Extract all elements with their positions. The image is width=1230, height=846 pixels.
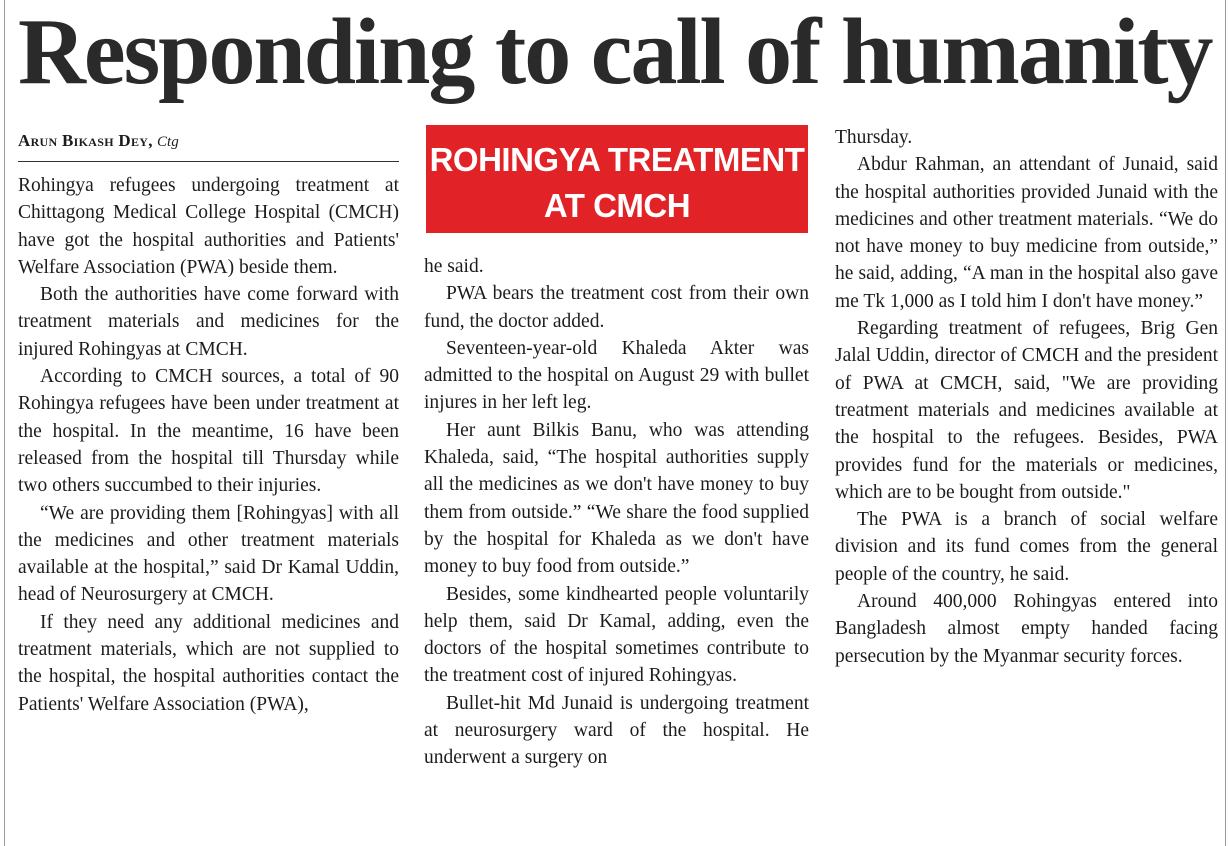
paragraph: Her aunt Bilkis Banu, who was attending Khaleda, said, “The hospital authorities supply all the medicines as we don't have money to buy them from outside.” “We share the food supplied by the hospital for Khaleda as we don't have money to buy food from outside.” <box>424 419 809 578</box>
paragraph: According to CMCH sources, a total of 90 Rohingya refugees have been under treatment at the hospital. In the meantime, 16 have been released from the hospital till Thursday while two others succumbed to their injuries. <box>18 366 399 497</box>
right-column-rule <box>1225 0 1226 846</box>
article-column-1 <box>18 172 399 718</box>
paragraph: he said. <box>424 256 484 277</box>
article-column-3 <box>835 124 1218 670</box>
kicker-line-2: AT CMCH <box>543 187 691 224</box>
paragraph: Rohingya refugees undergoing treatment at Chittagong Medical College Hospital (CMCH) have got the hospital authorities and Patients' Welfare Association (PWA) beside them. <box>18 175 399 278</box>
paragraph: Regarding treatment of refugees, Brig Gen Jalal Uddin, director of CMCH and the president of PWA at CMCH, said, "We are providing treatment materials and medicines available at the hospital to the refugees. Besides, PWA provides fund for the materials or medicines, which are to be bought from outside." <box>835 318 1218 503</box>
paragraph: Thursday. <box>835 127 913 148</box>
paragraph: Around 400,000 Rohingyas entered into Bangladesh almost empty handed facing persecution by the Myanmar security forces. <box>835 591 1218 667</box>
byline-location: Ctg <box>157 134 179 150</box>
paragraph: Bullet-hit Md Junaid is undergoing treatment at neurosurgery ward of the hospital. He underwent a surgery on <box>424 692 809 769</box>
byline-author: Arun Bikash Dey, <box>18 131 153 150</box>
kicker-banner <box>426 125 808 233</box>
paragraph: The PWA is a branch of social welfare division and its fund comes from the general people of the country, he said. <box>835 509 1218 585</box>
paragraph: PWA bears the treatment cost from their own fund, the doctor added. <box>424 283 809 332</box>
kicker-line-1: ROHINGYA TREATMENT <box>429 141 805 178</box>
paragraph: Besides, some kindhearted people voluntarily help them, said Dr Kamal, adding, even the doctors of the hospital sometimes contribute to the treatment cost of injured Rohingyas. <box>424 583 809 687</box>
byline <box>18 131 398 151</box>
paragraph: Seventeen-year-old Khaleda Akter was admitted to the hospital on August 29 with bullet injures in her left leg. <box>424 337 809 414</box>
left-column-rule <box>4 0 5 846</box>
byline-divider <box>18 161 399 162</box>
article-column-2 <box>424 253 809 772</box>
paragraph: Both the authorities have come forward with treatment materials and medicines for the injured Rohingyas at CMCH. <box>18 284 399 360</box>
paragraph: If they need any additional medicines and treatment materials, which are not supplied to the hospital, the hospital authorities contact the Patients' Welfare Association (PWA), <box>18 611 399 715</box>
paragraph: “We are providing them [Rohingyas] with all the medicines and other treatment materials available at the hospital,” said Dr Kamal Uddin, head of Neurosurgery at CMCH. <box>18 502 399 606</box>
headline: Responding to call of humanity <box>18 0 1212 104</box>
paragraph: Abdur Rahman, an attendant of Junaid, said the hospital authorities provided Junaid with the medicines and other treatment materials. “We do not have money to buy medicine from outside,” he said, adding, “A man in the hospital also gave me Tk 1,000 as I told him I don't have money.” <box>835 154 1218 312</box>
